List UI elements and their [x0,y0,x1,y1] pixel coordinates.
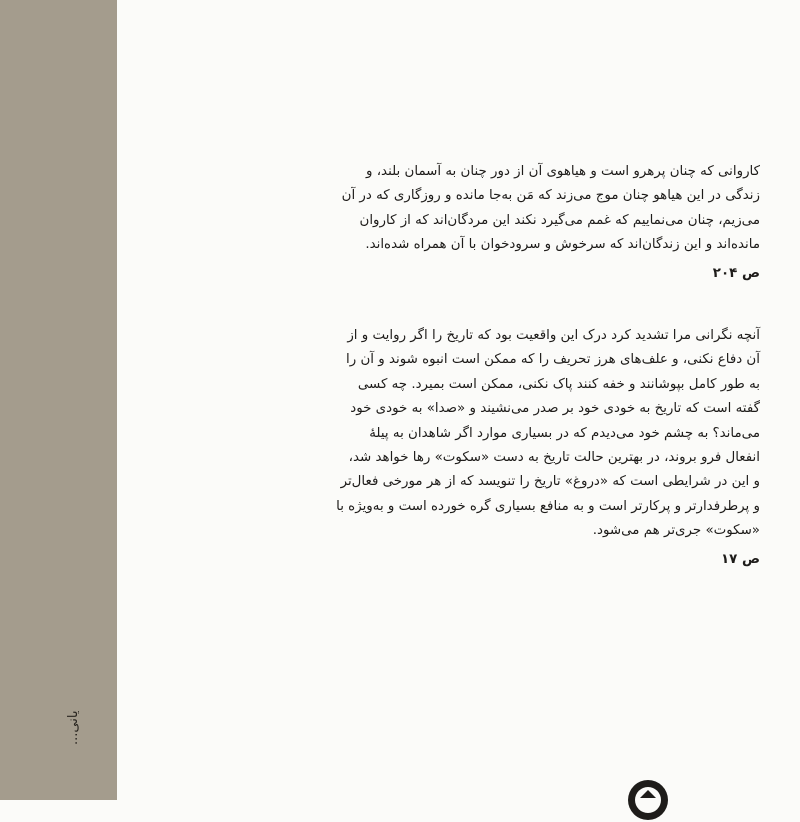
passage-line: انفعال فرو بروند، در بهترین حالت تاریخ به دست «سکوت» رها خواهد شد، [348,450,760,466]
passage-line: «سکوت» جری‌تر هم می‌شود. [592,523,760,539]
passage-line: گفته است که تاریخ به خودی خود بر صدر می‌نشیند و «صدا» به خودی خود [350,401,760,417]
passage-line: زندگی در این هیاهو چنان موج می‌زند که مَن به‌جا مانده و روزگاری که در آن [341,188,760,204]
back-cover-page [117,0,800,800]
passage-line: می‌ماند؟ به چشم خود می‌دیدم که در بسیاری موارد اگر شاهدان به پیلهٔ [369,425,760,441]
quote-passage-1 [177,160,760,286]
passage-line: آنچه نگرانی مرا تشدید کرد درک این واقعیت بود که تاریخ را اگر روایت و از [347,328,760,343]
page-reference: ص ۱۷ [720,551,760,567]
passage-line: مانده‌اند و این زندگان‌اند که سرخوش و سرودخوان با آن همراه شده‌اند. [365,237,760,253]
circle-emblem-icon [626,778,670,822]
passage-line: می‌زیم، چنان می‌نماییم که غمم می‌گیرد نکند این مردگان‌اند که از کاروان [359,212,760,228]
passage-line: آن دفاع نکنی، و علف‌های هرز تحریف را که ممکن است انبوه شوند و آن را [346,352,760,368]
book-spine [0,0,117,800]
passage-line: کاروانی که چنان پرهرو است و هیاهوی آن از دور چنان به آسمان بلند، و [366,164,760,179]
quote-passage-2 [177,324,760,572]
spine-author-text: ...یانی [66,710,81,745]
passage-line: و پرطرفدارتر و پرکارتر است و به منافع بسیاری گره خورده است و به‌ویژه با [336,498,760,514]
page-reference: ص ۲۰۴ [712,265,760,281]
passage-line: و این در شرایطی است که «دروغ» تاریخ را تنویسد که از هر مورخی فعال‌تر [340,474,760,490]
passage-line: به طور کامل بپوشانند و خفه کنند پاک نکنی، ممکن است بمیرد. چه کسی [357,376,760,392]
